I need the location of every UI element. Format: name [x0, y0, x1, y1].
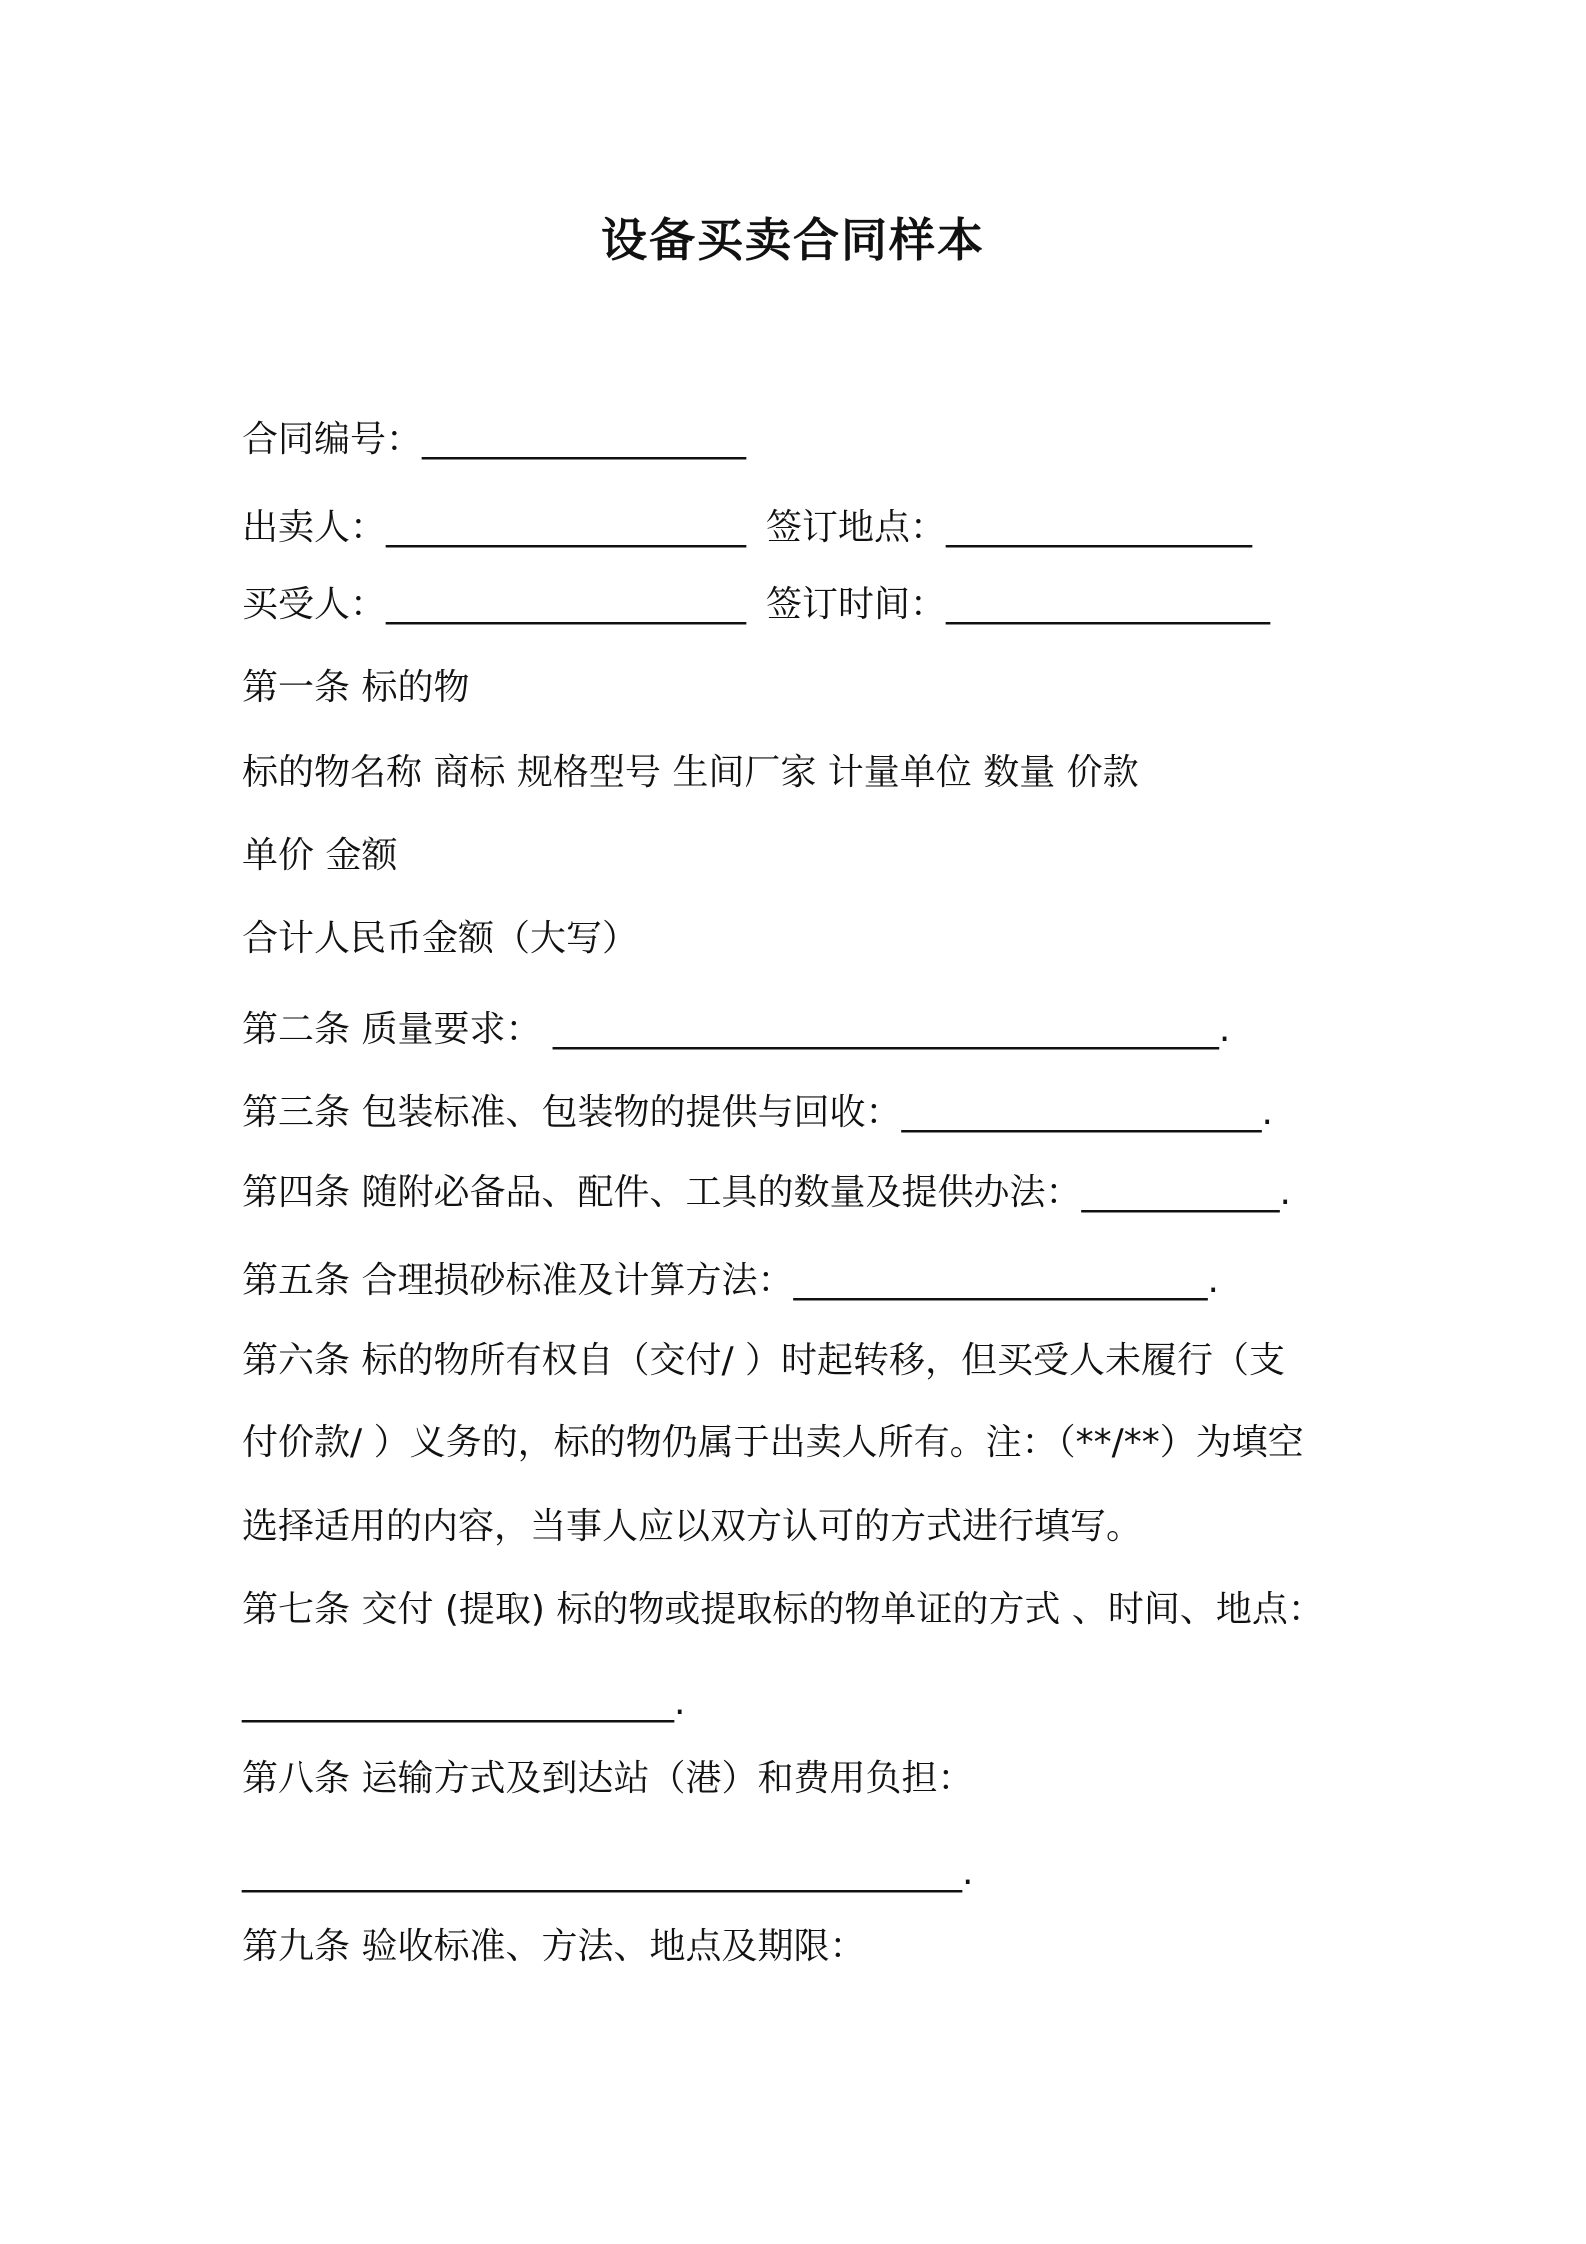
article-4: 第四条 随附必备品、配件、工具的数量及提供办法：___________. — [242, 1172, 1291, 1213]
article-7-blank: ________________________. — [242, 1682, 686, 1723]
article-6-line-2: 付价款/ ）义务的，标的物仍属于出卖人所有。注：（**/**）为填空 — [242, 1422, 1304, 1463]
article-1-columns-2: 单价 金额 — [242, 835, 398, 876]
buyer-field: 买受人：____________________ — [242, 584, 747, 625]
article-8: 第八条 运输方式及到达站（港）和费用负担： — [242, 1758, 974, 1799]
article-8-blank: ________________________________________. — [242, 1852, 974, 1893]
contract-number-line — [242, 415, 1382, 465]
article-1-columns: 标的物名称 商标 规格型号 生间厂家 计量单位 数量 价款 — [242, 752, 1139, 793]
seller-field: 出卖人：____________________ — [242, 507, 747, 548]
article-2: 第二条 质量要求： _____________________________________. — [242, 1009, 1231, 1050]
article-6-line-3: 选择适用的内容，当事人应以双方认可的方式进行填写。 — [242, 1506, 1143, 1547]
article-1-total: 合计人民币金额（大写） — [242, 918, 639, 959]
contract-number: 合同编号：__________________ — [242, 419, 747, 460]
article-7: 第七条 交付 (提取) 标的物或提取标的物单证的方式 、时间、地点： — [242, 1589, 1324, 1630]
seller-line — [242, 503, 1382, 553]
article-1-heading: 第一条 标的物 — [242, 667, 470, 708]
article-5: 第五条 合理损砂标准及计算方法：_______________________. — [242, 1260, 1219, 1301]
article-6-line-1: 第六条 标的物所有权自（交付/ ）时起转移，但买受人未履行（支 — [242, 1340, 1286, 1381]
sign-place-field: 签订地点：_________________ — [766, 507, 1253, 548]
buyer-line — [242, 580, 1382, 630]
article-3: 第三条 包装标准、包装物的提供与回收：____________________. — [242, 1092, 1273, 1133]
sign-time-field: 签订时间：__________________ — [766, 584, 1271, 625]
article-9: 第九条 验收标准、方法、地点及期限： — [242, 1926, 866, 1967]
document-title: 设备买卖合同样本 — [601, 213, 985, 267]
